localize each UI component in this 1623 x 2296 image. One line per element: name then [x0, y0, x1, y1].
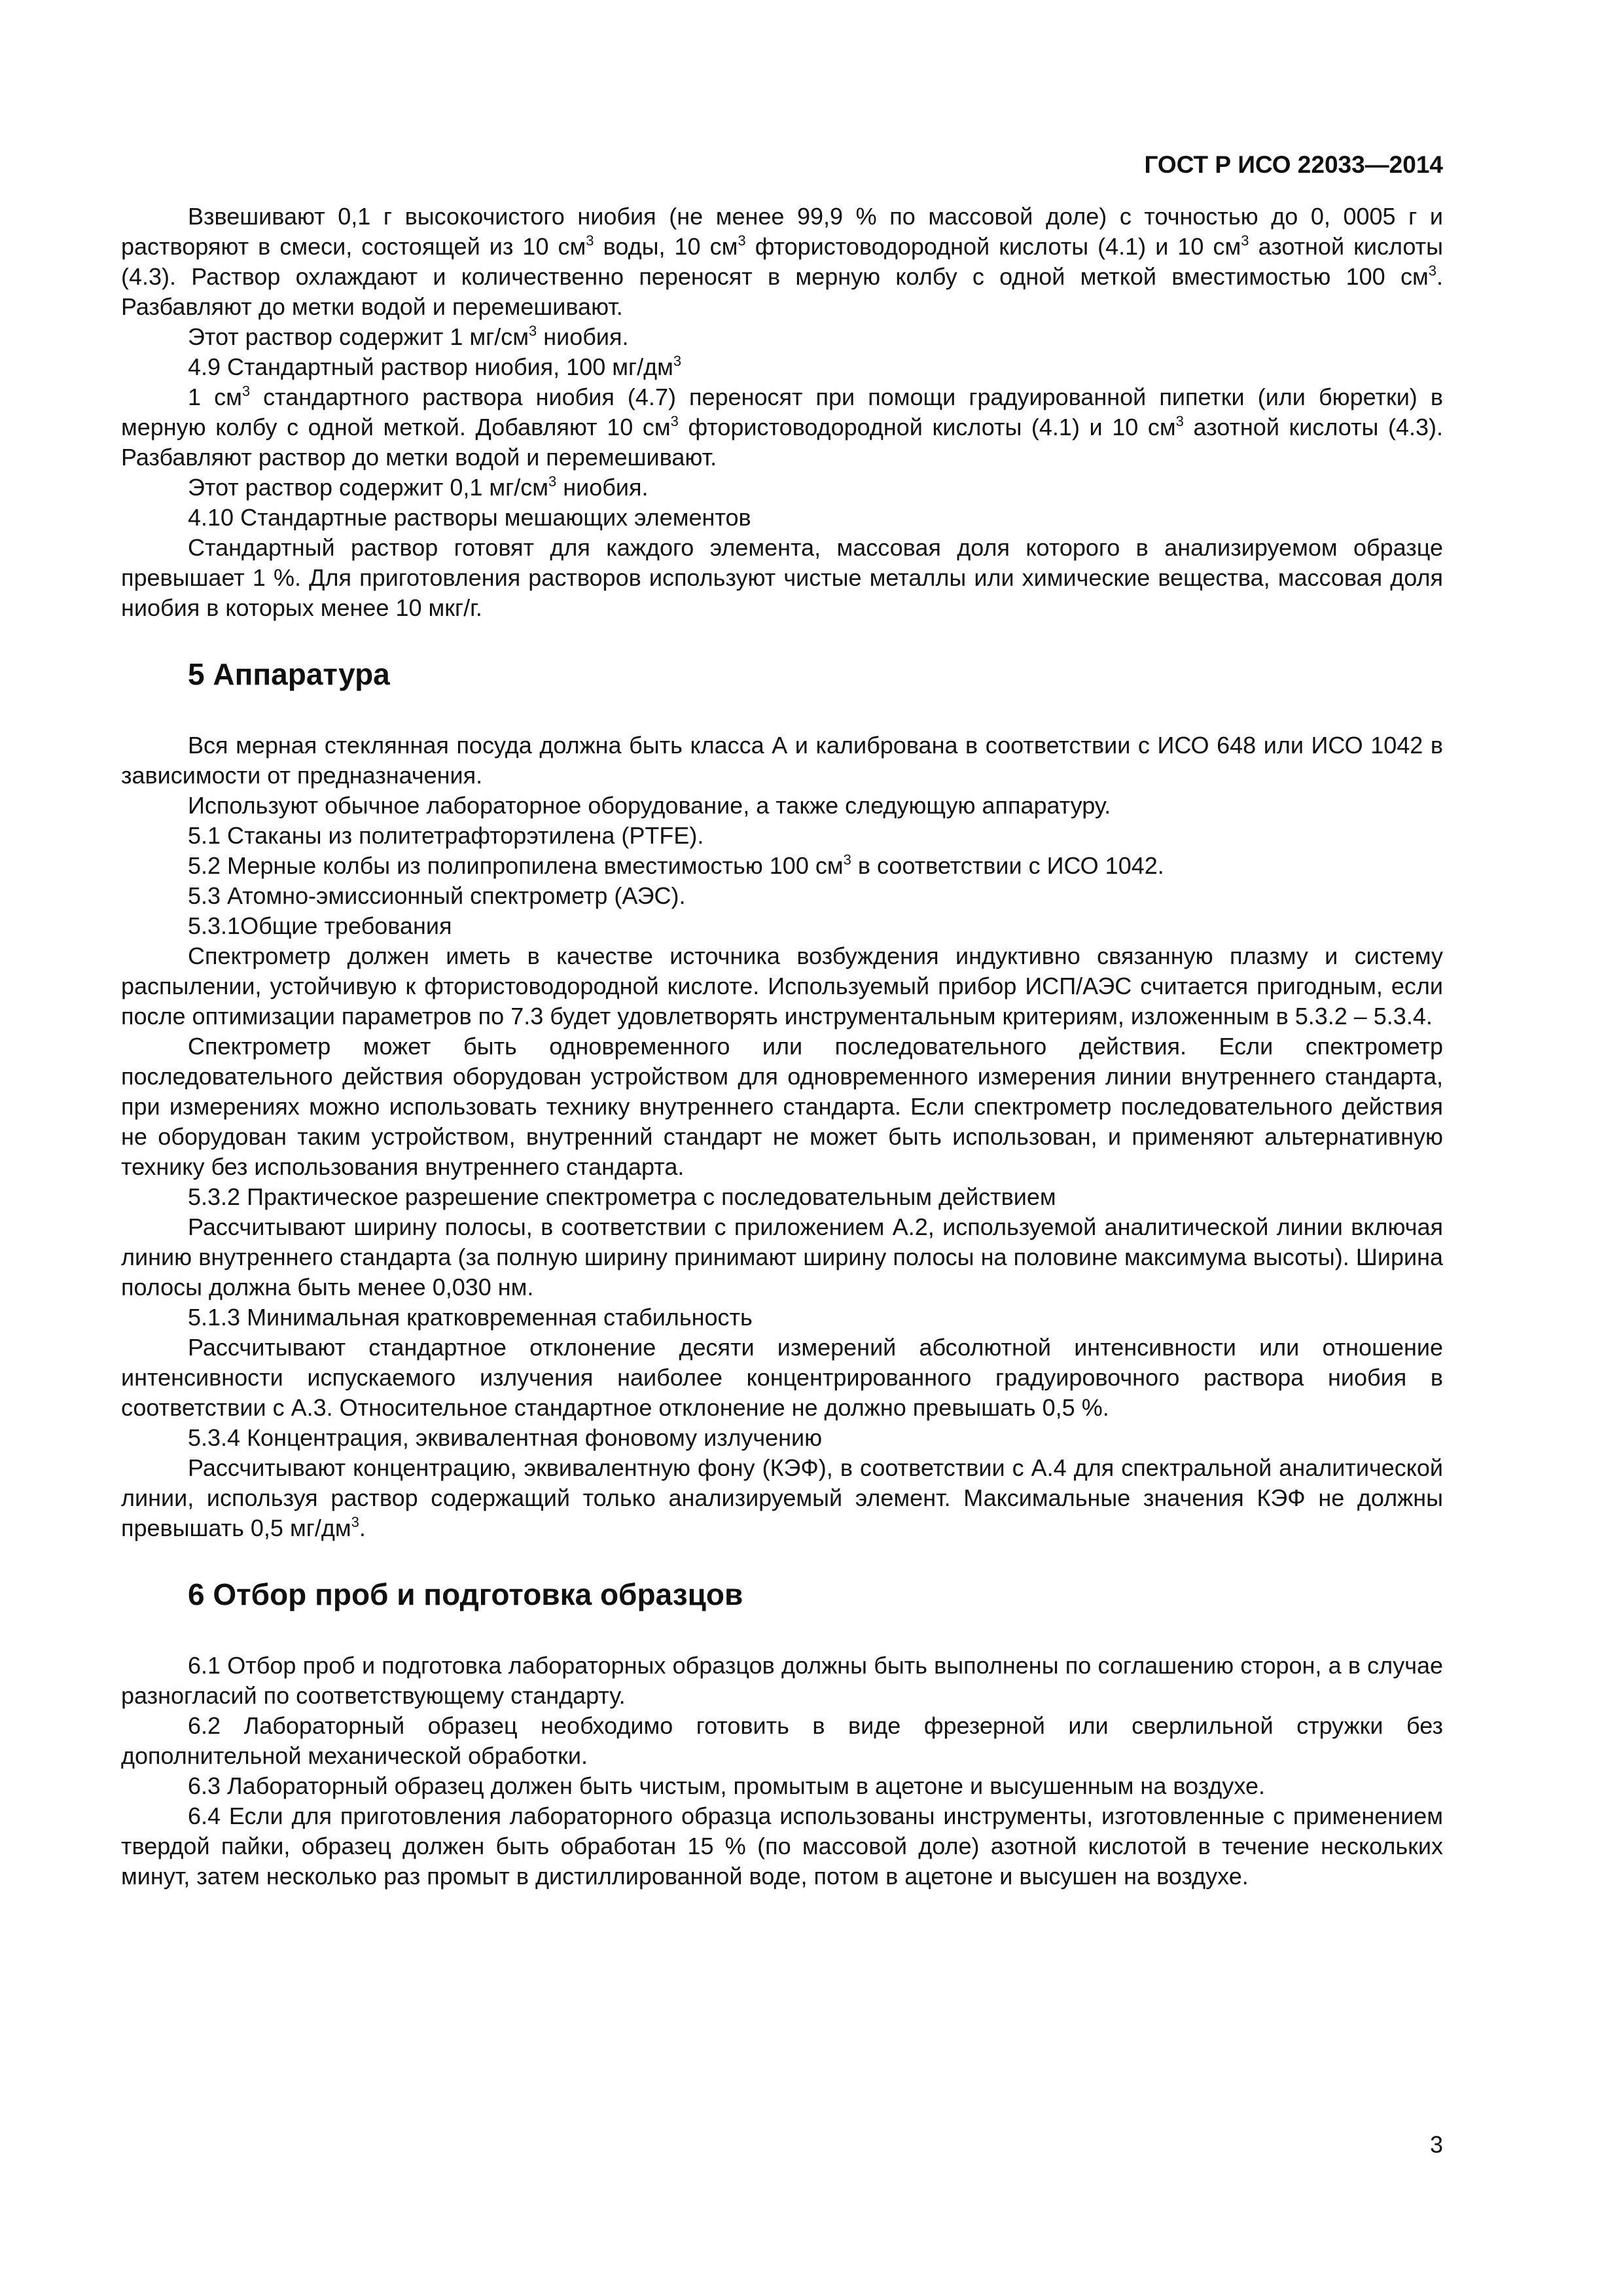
section-6-body: [121, 1651, 1443, 1892]
page-number: 3: [1429, 2131, 1443, 2158]
paragraph-stability: Рассчитывают стандартное отклонение десяти измерений абсолютной интенсивности или отношение интенсивности испускаемого излучения наиболее концентрированного градуировочного раствора ниобия в соответствии с А.3. Относительное стандартное отклонение не должно превышать 0,5 %.: [121, 1334, 1443, 1421]
clause-5-3-1: 5.3.1Общие требования: [188, 912, 452, 939]
clause-5-3: 5.3 Атомно-эмиссионный спектрометр (АЭС).: [188, 882, 686, 909]
paragraph-glassware: Вся мерная стеклянная посуда должна быть класса А и калибрована в соответствии с ИСО 648 или ИСО 1042 в зависимости от предназначения.: [121, 732, 1443, 789]
clause-5-1-3: 5.1.3 Минимальная кратковременная стабильность: [188, 1304, 753, 1331]
paragraph-solution-contains-1mg: Этот раствор содержит 1 $мг/см^3$ ниобия.: [188, 323, 629, 350]
paragraph-excitation-source: Спектрометр должен иметь в качестве источника возбуждения индуктивно связанную плазму и систему распылении, устойчивую к фтористоводородной кислоте. Используемый прибор ИСП/АЭС считается пригодным, если после оптимизации параметров по 7.3 будет удовлетворять инструментальным критериям, изложенным в 5.3.2 – 5.3.4.: [121, 942, 1443, 1030]
paragraph-solution-contains-0-1mg: Этот раствор содержит 0,1 $мг/см^3$ ниобия.: [188, 473, 649, 501]
clause-6-3: 6.3 Лабораторный образец должен быть чистым, промытым в ацетоне и высушенным на воздухе.: [188, 1772, 1266, 1799]
paragraph-bec: Рассчитывают концентрацию, эквивалентную фону (КЭФ), в соответствии с А.4 для спектральной аналитической линии, используя раствор содержащий только анализируемый элемент. Максимальные значения КЭФ не должны превышать 0,5 $мг/дм^3$.: [121, 1454, 1443, 1541]
clause-4-10-heading: 4.10 Стандартные растворы мешающих элементов: [188, 504, 751, 531]
clause-5-1: 5.1 Стаканы из политетрафторэтилена (PTFE).: [188, 822, 704, 849]
clause-6-1: 6.1 Отбор проб и подготовка лабораторных образцов должны быть выполнены по соглашению сторон, а в случае разногласий по соответствующему стандарту.: [121, 1652, 1443, 1709]
clause-6-4: 6.4 Если для приготовления лабораторного образца использованы инструменты, изготовленные с применением твердой пайки, образец должен быть обработан 15 % (по массовой доле) азотной кислотой в течение нескольких минут, затем несколько раз промыт в дистиллированной воде, потом в ацетоне и высушен на воздухе.: [121, 1803, 1443, 1890]
paragraph-equipment: Используют обычное лабораторное оборудование, а также следующую аппаратуру.: [188, 792, 1111, 819]
section-5-body: [121, 730, 1443, 1543]
clause-4-9-heading: 4.9 Стандартный раствор ниобия, 100 $мг/дм^3$: [188, 353, 682, 380]
clause-5-3-4: 5.3.4 Концентрация, эквивалентная фоновому излучению: [188, 1424, 823, 1451]
clause-6-2: 6.2 Лабораторный образец необходимо готовить в виде фрезерной или сверлильной стружки без дополнительной механической обработки.: [121, 1712, 1443, 1769]
document-page: [121, 151, 1443, 1892]
paragraph-spectrometer-type: Спектрометр может быть одновременного или последовательного действия. Если спектрометр последовательного действия оборудован устройством для одновременного измерения линии внутреннего стандарта, при измерениях можно использовать технику внутреннего стандарта. Если спектрометр последовательного действия не оборудован таким устройством, внутренний стандарт не может быть использован, и применяют альтернативную технику без использования внутреннего стандарта.: [121, 1033, 1443, 1180]
paragraph-transfer-pipette: 1 $см^3$ стандартного раствора ниобия (4.7) переносят при помощи градуированной пипетки (или бюретки) в мерную колбу с одной меткой. Добавляют 10 $см^3$ фтористоводородной кислоты (4.1) и 10 $см^3$ азотной кислоты (4.3). Разбавляют раствор до метки водой и перемешивают.: [121, 383, 1444, 471]
paragraph-bandwidth: Рассчитывают ширину полосы, в соответствии с приложением А.2, используемой аналитической линии включая линию внутреннего стандарта (за полную ширину принимают ширину полосы на половине максимума высоты). Ширина полосы должна быть менее 0,030 нм.: [121, 1213, 1443, 1300]
clause-5-2: 5.2 Мерные колбы из полипропилена вместимостью 100 $см^3$ в соответствии с ИСО 1042.: [188, 852, 1164, 879]
section-5-title: 5 Аппаратура: [188, 657, 390, 691]
document-header: ГОСТ Р ИСО 22033—2014: [1144, 151, 1443, 178]
reagents-continuation: [121, 202, 1443, 623]
clause-5-3-2: 5.3.2 Практическое разрешение спектрометра с последовательным действием: [188, 1183, 1056, 1210]
paragraph-interfering-elements: Стандартный раствор готовят для каждого элемента, массовая доля которого в анализируемом образце превышает 1 %. Для приготовления растворов используют чистые металлы или химические вещества, массовая доля ниобия в которых менее 10 мкг/г.: [121, 534, 1443, 621]
paragraph-niobium-dissolution: Взвешивают 0,1 г высокочистого ниобия (не менее 99,9 % по массовой доле) с точностью до 0, 0005 г и растворяют в смеси, состоящей из 10 $см^3$ воды, 10 $см^3$ фтористоводородной кислоты (4.1) и 10 $см^3$ азотной кислоты (4.3). Раствор охлаждают и количественно переносят в мерную колбу с одной меткой вместимостью 100 $см^3$. Разбавляют до метки водой и перемешивают.: [121, 203, 1443, 320]
section-6-title: 6 Отбор проб и подготовка образцов: [188, 1577, 743, 1611]
